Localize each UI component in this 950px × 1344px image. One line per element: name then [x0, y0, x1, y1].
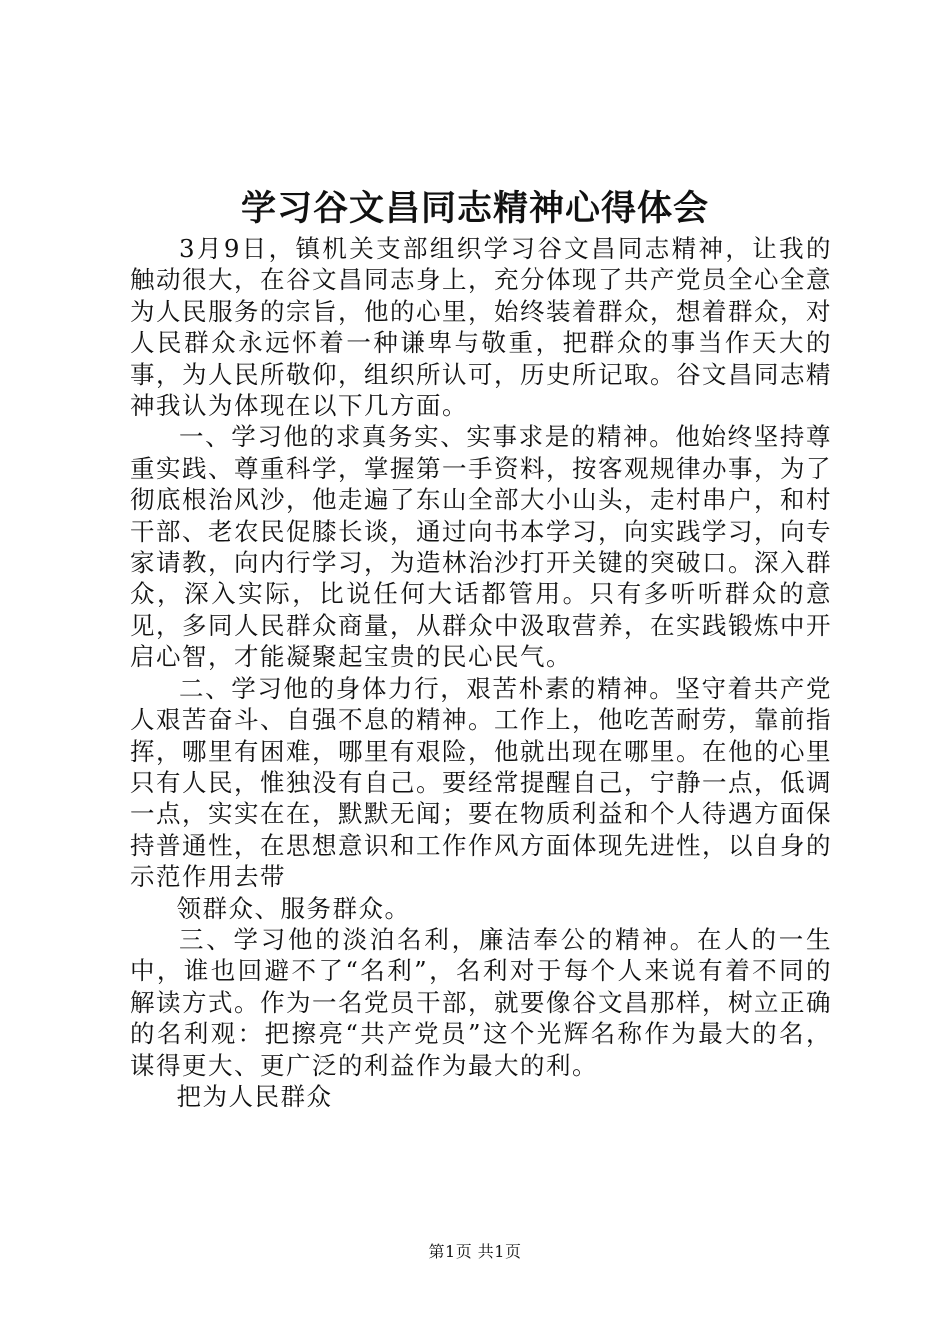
paragraph-point-two: 二、学习他的身体力行，艰苦朴素的精神。坚守着共产党人艰苦奋斗、自强不息的精神。工作上，他吃苦耐劳，靠前指挥，哪里有困难，哪里有艰险，他就出现在哪里。在他的心里只有人民，惟独没有自己。要经常提醒自己，宁静一点，低调一点，实实在在，默默无闻；要在物质利益和个人待遇方面保持普通性，在思想意识和工作作风方面体现先进性，以自身的示范作用去带	[130, 673, 832, 892]
paragraph-point-one: 一、学习他的求真务实、实事求是的精神。他始终坚持尊重实践、尊重科学，掌握第一手资料，按客观规律办事，为了彻底根治风沙，他走遍了东山全部大小山头，走村串户，和村干部、老农民促膝长谈，通过向书本学习，向实践学习，向专家请教，向内行学习，为造林治沙打开关键的突破口。深入群众，深入实际，比说任何大话都管用。只有多听听群众的意见，多同人民群众商量，从群众中汲取营养，在实践锻炼中开启心智，才能凝聚起宝贵的民心民气。	[130, 422, 832, 672]
document-body	[130, 233, 832, 1112]
paragraph-intro: 3月9日，镇机关支部组织学习谷文昌同志精神，让我的触动很大，在谷文昌同志身上，充分体现了共产党员全心全意为人民服务的宗旨，他的心里，始终装着群众，想着群众，对人民群众永远怀着一种谦卑与敬重，把群众的事当作天大的事，为人民所敬仰，组织所认可，历史所记取。谷文昌同志精神我认为体现在以下几方面。	[130, 234, 832, 421]
paragraph-point-three: 三、学习他的淡泊名利，廉洁奉公的精神。在人的一生中，谁也回避不了“名利”，名利对于每个人来说有着不同的解读方式。作为一名党员干部，就要像谷文昌那样，树立正确的名利观：把擦亮“共产党员”这个光辉名称作为最大的名，谋得更大、更广泛的利益作为最大的利。	[130, 924, 832, 1080]
paragraph-point-two-continued: 领群众、服务群众。	[176, 893, 411, 923]
document-title: 学习谷文昌同志精神心得体会	[240, 189, 709, 229]
page-footer: 第1页 共1页	[428, 1242, 522, 1261]
paragraph-point-three-continued: 把为人民群众	[176, 1081, 333, 1111]
